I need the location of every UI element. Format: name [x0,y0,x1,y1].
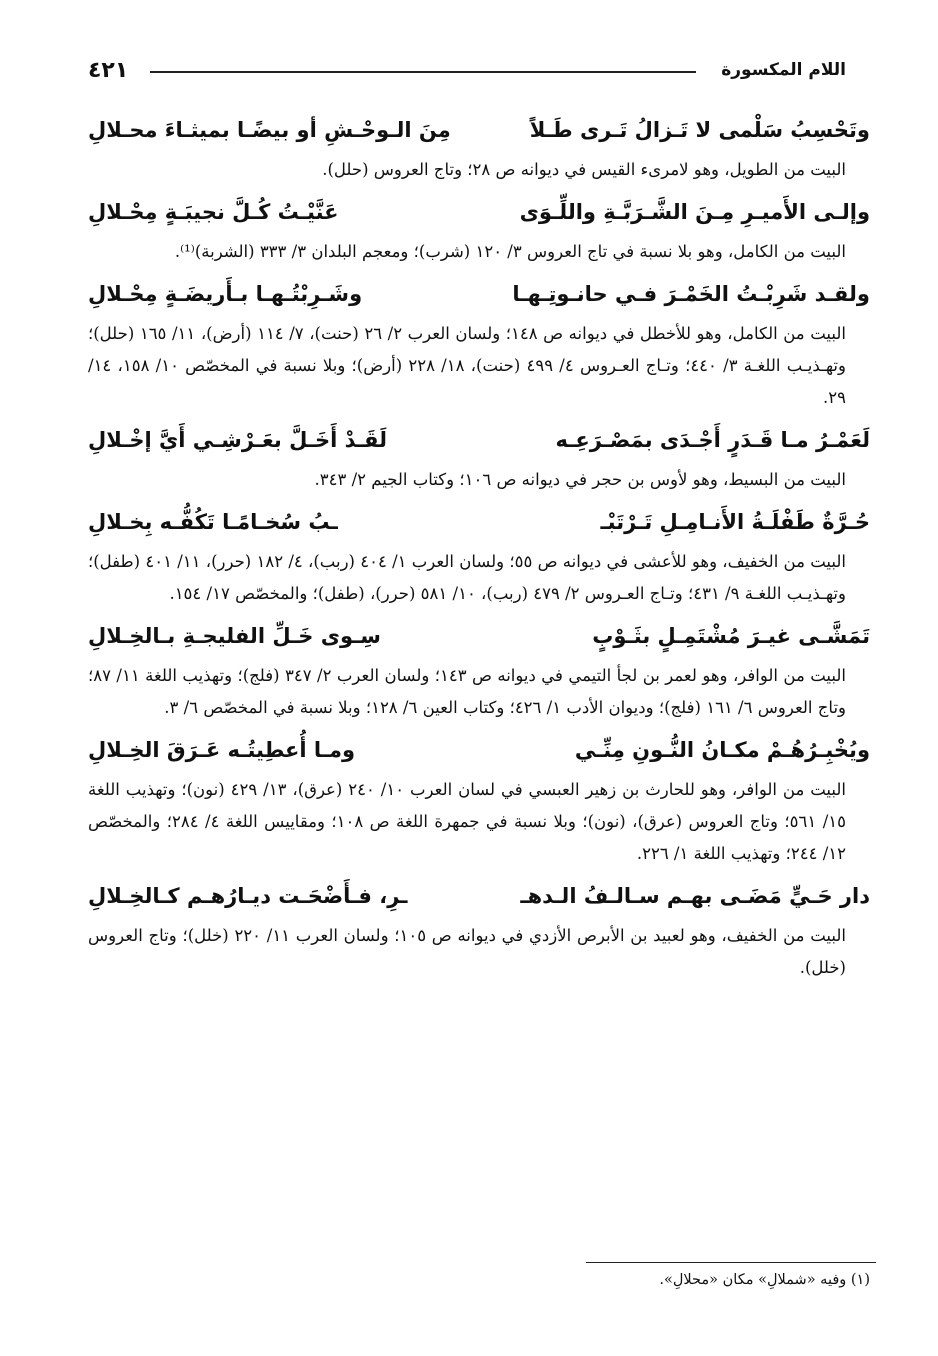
verse-line [88,110,870,150]
first-hemistich: وتَحْسِبُ سَلْمى لا تَـزالُ تَـرى طَـلاً [529,118,870,142]
verse-line [88,730,870,770]
verse-entry [88,616,874,724]
verse-commentary: البيت من البسيط، وهو لأوس بن حجر في ديوانه ص ١٠٦؛ وكتاب الجيم ٢/ ٣٤٣. [314,470,846,489]
verse-commentary: البيت من الوافر، وهو لعمر بن لجأ التيمي في ديوانه ص ١٤٣؛ ولسان العرب ٢/ ٣٤٧ (فلج)؛ وتهذيب اللغة ١١/ ٨٧؛ وتاج العروس ٦/ ١٦١ (فلج)؛ وديوان الأدب ١/ ٤٢٦؛ وكتاب العين ٦/ ١٢٨؛ وبلا نسبة في المخصّص ٦/ ٣. [88,666,846,717]
verse-commentary: البيت من الخفيف، وهو للأعشى في ديوانه ص ٥٥؛ ولسان العرب ١/ ٤٠٤ (ربب)، ٤/ ١٨٢ (حرر)، ١١/ ٤٠١ (طفل)؛ وتهـذيـب اللغـة ٩/ ٤٣١؛ وتـاج العـروس ٢/ ٤٧٩ (ربب)، ١٠/ ٥٨١ (حرر)، (طفل)؛ والمخصّص ١٧/ ١٥٤. [88,552,846,603]
verse-list [88,110,874,990]
verse-entry [88,420,874,496]
second-hemistich: عَنَّيْـتُ كُـلَّ نجيبَـةٍ مِحْـلالِ [88,200,339,224]
page-number: ٤٢١ [88,58,129,83]
first-hemistich: ويُخْبِـرُهُـمْ مكـانُ النُّـونِ مِنِّـي [574,738,870,762]
verse-commentary: البيت من الطويل، وهو لامرىء القيس في ديوانه ص ٢٨؛ وتاج العروس (حلل). [322,160,846,179]
second-hemistich: مِنَ الـوحْـشِ أو بيضًـا بميثـاءَ محـلالِ [88,118,451,142]
verse-line [88,192,870,232]
verse-line [88,502,870,542]
first-hemistich: دار حَـيٍّ مَضَـى بهـم سـالـفُ الـدهـ [520,884,870,908]
footnote: (١) وفيه «شملالِ» مكان «محلالِ». [659,1272,870,1288]
first-hemistich: لَعَمْـرُ مـا قَـدَرٍ أَجْـدَى بمَصْـرَعِـه [555,428,870,452]
verse-commentary: البيت من الخفيف، وهو لعبيد بن الأبرص الأزدي في ديوانه ص ١٠٥؛ ولسان العرب ١١/ ٢٢٠ (خلل)؛ وتاج العروس (خلل). [88,926,846,977]
second-hemistich: ـرِ، فـأَضْحَـت ديـارُهـم كـالخِـلالِ [88,884,408,908]
first-hemistich: ولقـد شَرِبْـتُ الخَمْـرَ فـي حانـوتِـهـا [512,282,870,306]
verse-entry [88,192,874,268]
verse-commentary: البيت من الكامل، وهو بلا نسبة في تاج العروس ٣/ ١٢٠ (شرب)؛ ومعجم البلدان ٣/ ٣٣٣ (الشربة)⁽¹⁾. [174,242,846,261]
second-hemistich: ومـا أُعطِيتُـه عَـرَقَ الخِـلالِ [88,738,356,762]
verse-entry [88,730,874,870]
footnote-rule [586,1262,876,1263]
first-hemistich: حُـرَّةٌ طَفْلَـةُ الأَنـامِـلِ تَـرْتَبْـ [600,510,870,534]
verse-line [88,274,870,314]
verse-entry [88,110,874,186]
first-hemistich: وإلـى الأَميـرِ مِـنَ الشَّـرَبَّـةِ واللِّـوَى [519,200,870,224]
verse-line [88,616,870,656]
running-header [88,58,846,88]
first-hemistich: تَمَشَّـى غيـرَ مُشْتَمِـلٍ بثَـوْبٍ [592,624,870,648]
verse-commentary: البيت من الكامل، وهو للأخطل في ديوانه ص ١٤٨؛ ولسان العرب ٢/ ٢٦ (حنت)، ٧/ ١١٤ (أرض)، ١١/ ١٦٥ (حلل)؛ وتهـذيـب اللغـة ٣/ ٤٤٠؛ وتـاج العـروس ٤/ ٤٩٩ (حنت)، ١٨/ ٢٢٨ (أرض)؛ وبلا نسبة في المخصّص ١٠/ ١٥٨، ١٤/ ٢٩. [88,324,846,407]
second-hemistich: وشَـرِبْتُـهـا بـأَريضَـةٍ مِحْـلالِ [88,282,363,306]
verse-entry [88,274,874,414]
verse-commentary: البيت من الوافر، وهو للحارث بن زهير العبسي في لسان العرب ١٠/ ٢٤٠ (عرق)، ١٣/ ٤٢٩ (نون)؛ وتهذيب اللغة ١٥/ ٥٦١؛ وتاج العروس (عرق)، (نون)؛ وبلا نسبة في جمهرة اللغة ص ١٠٨؛ ومقاييس اللغة ٤/ ٢٨٤؛ والمخصّص ١٢/ ٢٤٤؛ وتهذيب اللغة ١/ ٢٢٦. [88,780,846,863]
verse-line [88,876,870,916]
second-hemistich: ـبُ سُخـامًـا تَكُفُّـه بِخـلالِ [88,510,338,534]
verse-entry [88,502,874,610]
second-hemistich: لَقَـدْ أَخَـلَّ بعَـرْشِـي أَيَّ إخْـلالِ [88,428,387,452]
header-rule [150,71,696,73]
section-title: اللام المكسورة [721,60,846,80]
second-hemistich: سِـوى خَـلِّ الفليجـةِ بـالخِـلالِ [88,624,381,648]
verse-line [88,420,870,460]
verse-entry [88,876,874,984]
